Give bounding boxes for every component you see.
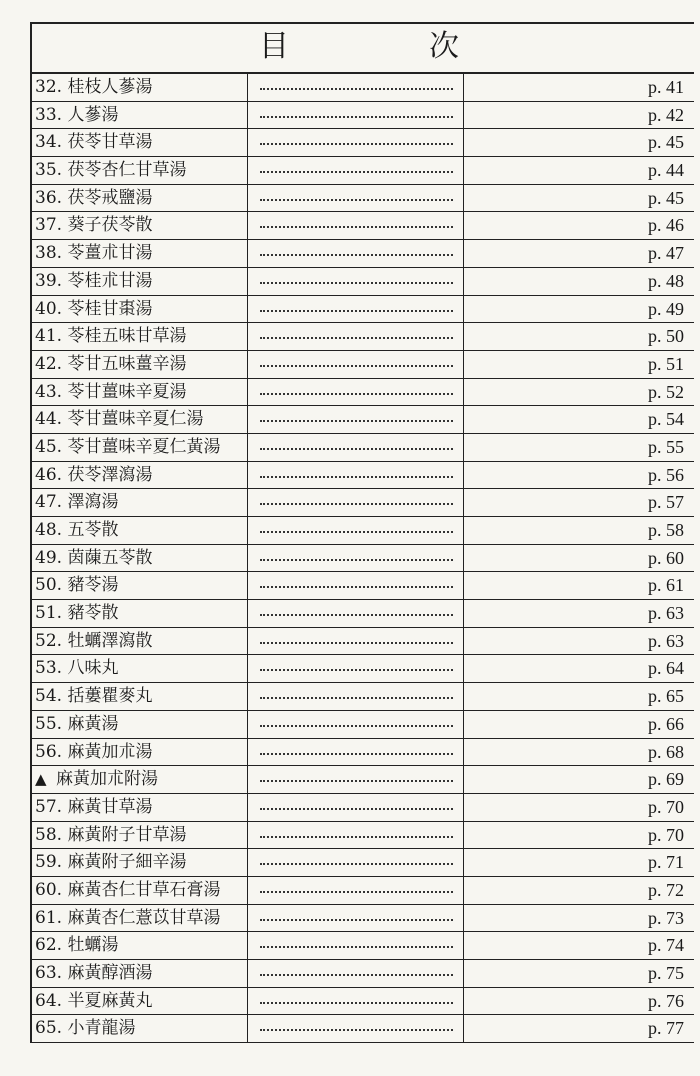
toc-entry-title: 麻黃附子細辛湯 [67,852,187,873]
toc-entry-title: 苓桂甘棗湯 [67,298,153,319]
dot-leader-cell [248,517,464,544]
dot-leader [260,669,453,671]
toc-entry-title: 茯苓甘草湯 [67,132,153,153]
dot-leader [260,365,453,367]
toc-entry-title: 苓桂五味甘草湯 [67,326,187,347]
toc-entry-number: 57. [35,796,63,817]
toc-entry-number: 65. [35,1018,63,1039]
toc-entry-cell [32,572,248,599]
dot-leader-cell [248,683,464,710]
toc-page-number: p. 51 [648,353,684,374]
toc-entry-number: 48. [35,520,63,540]
toc-entry-number: 60. [35,879,63,900]
toc-entry-number: 61. [35,907,63,928]
toc-page-number: p. 56 [648,464,684,485]
dot-leader [260,1029,453,1031]
toc-entry-cell [32,102,248,129]
toc-row [32,323,694,351]
toc-entry-cell [32,1015,248,1042]
dot-leader-cell [248,794,464,821]
dot-leader-cell [248,406,464,433]
dot-leader-cell [248,960,464,987]
dot-leader [260,1002,453,1004]
toc-header [32,24,694,74]
dot-leader [260,116,453,118]
toc-page-number: p. 66 [648,713,684,734]
toc-entry-number: 50. [35,575,63,596]
toc-row [32,849,694,877]
toc-page-number: p. 52 [648,381,684,402]
toc-entry-cell [32,822,248,849]
toc-entry-cell [32,766,248,793]
toc-entry-cell [32,268,248,295]
toc-row [32,102,694,130]
toc-entry-title: 豬苓散 [67,603,119,624]
toc-entry-cell [32,434,248,461]
toc-entry-cell [32,489,248,516]
toc-row [32,74,694,102]
toc-entry-cell [32,296,248,323]
toc-entry-cell [32,932,248,959]
dot-leader [260,337,453,339]
toc-entry-number: 64. [35,990,63,1011]
toc-page-number: p. 47 [648,243,684,264]
toc-row [32,434,694,462]
toc-entry-title: 麻黃附子甘草湯 [67,824,187,845]
dot-leader-cell [248,185,464,212]
dot-leader-cell [248,102,464,129]
dot-leader-cell [248,268,464,295]
toc-entry-number: 41. [35,326,63,347]
toc-page-number: p. 61 [648,575,684,596]
toc-page-number: p. 74 [648,935,684,956]
toc-entry-number: 42. [35,353,63,374]
toc-entry-title: 麻黃加朮附湯 [55,769,158,790]
dot-leader-cell [248,655,464,682]
dot-leader-cell [248,905,464,932]
toc-entry-title: 澤瀉湯 [67,492,119,513]
dot-leader-cell [248,877,464,904]
dot-leader-cell [248,988,464,1015]
toc-entry-number: 35. [35,160,63,181]
toc-row [32,600,694,628]
toc-page-number: p. 73 [648,907,684,928]
toc-row [32,988,694,1016]
toc-entry-number: 53. [35,658,63,679]
dot-leader [260,974,453,976]
toc-page-number: p. 76 [648,990,684,1011]
toc-entry-number: 56. [35,741,63,762]
dot-leader-cell [248,766,464,793]
toc-entry-cell [32,379,248,406]
toc-page-number: p. 42 [648,104,684,125]
toc-entry-number: 39. [35,270,63,291]
toc-entry-title: 苓甘薑味辛夏仁湯 [67,409,204,430]
toc-entry-number: 37. [35,215,63,236]
toc-row [32,766,694,794]
toc-entry-cell [32,185,248,212]
toc-entry-title: 麻黃湯 [67,713,119,734]
toc-page-number: p. 55 [648,436,684,457]
toc-row [32,655,694,683]
dot-leader [260,836,453,838]
dot-leader [260,143,453,145]
dot-leader [260,808,453,810]
toc-entry-number: 32. [35,77,63,97]
toc-entry-title: 麻黃杏仁薏苡甘草湯 [67,907,221,928]
toc-page-number: p. 58 [648,520,684,540]
toc-entry-title: 茯苓澤瀉湯 [67,464,153,485]
toc-entry-title: 豬苓湯 [67,575,119,596]
toc-page-number: p. 64 [648,658,684,679]
toc-page-number: p. 60 [648,547,684,568]
dot-leader [260,310,453,312]
dot-leader [260,614,453,616]
toc-page-number: p. 70 [648,796,684,817]
toc-entry-title: 括蔞瞿麥丸 [67,686,153,707]
toc-entry-number: 63. [35,963,63,983]
toc-page-number: p. 54 [648,409,684,430]
toc-entry-cell [32,739,248,766]
dot-leader-cell [248,572,464,599]
toc-row [32,157,694,185]
toc-entry-cell [32,212,248,239]
dot-leader-cell [248,849,464,876]
toc-entry-cell [32,849,248,876]
toc-page-number: p. 63 [648,630,684,651]
dot-leader-cell [248,74,464,101]
toc-row [32,739,694,767]
dot-leader-cell [248,739,464,766]
toc-entry-cell [32,157,248,184]
toc-rows [32,74,694,1043]
toc-entry-number: 62. [35,935,63,956]
toc-page-number: p. 44 [648,160,684,181]
toc-row [32,711,694,739]
toc-entry-number: 54. [35,686,63,707]
toc-entry-number: 58. [35,824,63,845]
dot-leader-cell [248,379,464,406]
dot-leader-cell [248,240,464,267]
toc-entry-title: 茯苓杏仁甘草湯 [67,160,187,181]
dot-leader [260,753,453,755]
dot-leader [260,420,453,422]
dot-leader [260,226,453,228]
dot-leader-cell [248,129,464,156]
toc-entry-title: 茯苓戒鹽湯 [67,187,153,208]
dot-leader [260,503,453,505]
dot-leader-cell [248,1015,464,1042]
toc-row [32,960,694,988]
toc-entry-number: 44. [35,409,63,430]
toc-page-number: p. 49 [648,298,684,319]
toc-row [32,351,694,379]
dot-leader [260,891,453,893]
dot-leader [260,88,453,90]
toc-entry-cell [32,628,248,655]
toc-entry-title: 牡蠣湯 [67,935,119,956]
toc-entry-title: 麻黃杏仁甘草石膏湯 [67,879,221,900]
toc-entry-number: 38. [35,243,63,264]
toc-row [32,932,694,960]
toc-row [32,683,694,711]
toc-entry-number: 59. [35,852,63,873]
toc-row [32,877,694,905]
toc-entry-number: 36. [35,187,63,208]
toc-entry-cell [32,960,248,987]
toc-page-number: p. 72 [648,879,684,900]
dot-leader [260,199,453,201]
dot-leader-cell [248,711,464,738]
toc-entry-number: 45. [35,436,63,457]
toc-entry-title: 半夏麻黃丸 [67,990,153,1011]
dot-leader [260,642,453,644]
toc-entry-cell [32,406,248,433]
toc-page-number: p. 77 [648,1018,684,1039]
toc-page-number: p. 50 [648,326,684,347]
toc-row [32,794,694,822]
toc-row [32,545,694,573]
toc-entry-number: 47. [35,492,63,513]
toc-row [32,517,694,545]
toc-row [32,628,694,656]
toc-entry-cell [32,877,248,904]
dot-leader-cell [248,822,464,849]
dot-leader-cell [248,932,464,959]
toc-entry-number: 52. [35,630,63,651]
dot-leader [260,697,453,699]
toc-row [32,489,694,517]
toc-table [30,22,694,1043]
dot-leader [260,254,453,256]
toc-entry-title: 麻黃甘草湯 [67,796,153,817]
toc-entry-title: 麻黃醇酒湯 [67,963,153,983]
toc-page-number: p. 45 [648,187,684,208]
toc-page-number: p. 69 [648,769,684,790]
dot-leader [260,780,453,782]
toc-page-number: p. 70 [648,824,684,845]
toc-row [32,296,694,324]
toc-entry-cell [32,600,248,627]
toc-entry-number: ▲ [35,770,47,789]
toc-entry-cell [32,462,248,489]
dot-leader [260,531,453,533]
dot-leader [260,559,453,561]
dot-leader-cell [248,462,464,489]
dot-leader [260,476,453,478]
toc-entry-cell [32,988,248,1015]
toc-entry-cell [32,794,248,821]
toc-row [32,905,694,933]
dot-leader-cell [248,323,464,350]
toc-page-number: p. 65 [648,686,684,707]
toc-entry-title: 牡蠣澤瀉散 [67,630,153,651]
toc-title-char-1: 目 [259,29,289,64]
toc-row [32,572,694,600]
toc-entry-title: 茵蔯五苓散 [67,547,153,568]
toc-entry-number: 55. [35,713,63,734]
toc-row [32,462,694,490]
toc-row [32,406,694,434]
toc-page-number: p. 45 [648,132,684,153]
toc-row [32,822,694,850]
toc-entry-title: 苓桂朮甘湯 [67,270,153,291]
toc-page-number: p. 46 [648,215,684,236]
toc-entry-cell [32,351,248,378]
toc-page-number: p. 68 [648,741,684,762]
toc-entry-cell [32,711,248,738]
toc-title-char-2: 次 [429,29,459,64]
toc-entry-cell [32,74,248,101]
toc-row [32,212,694,240]
dot-leader [260,393,453,395]
dot-leader-cell [248,600,464,627]
dot-leader-cell [248,434,464,461]
dot-leader [260,725,453,727]
toc-entry-number: 40. [35,298,63,319]
toc-page-number: p. 41 [648,77,684,97]
toc-entry-number: 46. [35,464,63,485]
dot-leader-cell [248,545,464,572]
toc-entry-number: 34. [35,132,63,153]
toc-page-number: p. 48 [648,270,684,291]
toc-entry-title: 苓薑朮甘湯 [67,243,153,264]
dot-leader [260,863,453,865]
toc-row [32,185,694,213]
toc-row [32,240,694,268]
toc-entry-title: 葵子茯苓散 [67,215,153,236]
toc-entry-cell [32,323,248,350]
toc-entry-cell [32,240,248,267]
dot-leader-cell [248,351,464,378]
toc-row [32,129,694,157]
toc-entry-number: 43. [35,381,63,402]
toc-entry-cell [32,129,248,156]
toc-page-number: p. 57 [648,492,684,513]
dot-leader [260,946,453,948]
toc-page-number: p. 75 [648,963,684,983]
toc-entry-title: 小青龍湯 [67,1018,136,1039]
toc-entry-title: 八味丸 [67,658,119,679]
dot-leader-cell [248,212,464,239]
toc-entry-title: 人蔘湯 [67,104,119,125]
toc-entry-cell [32,905,248,932]
dot-leader [260,448,453,450]
toc-entry-number: 51. [35,603,63,624]
toc-entry-cell [32,545,248,572]
dot-leader-cell [248,628,464,655]
toc-entry-number: 49. [35,547,63,568]
toc-entry-cell [32,683,248,710]
dot-leader-cell [248,489,464,516]
toc-entry-number: 33. [35,104,63,125]
toc-entry-title: 桂枝人蔘湯 [67,77,153,97]
dot-leader [260,586,453,588]
toc-page-number: p. 71 [648,852,684,873]
dot-leader [260,282,453,284]
toc-entry-title: 苓甘薑味辛夏湯 [67,381,187,402]
dot-leader-cell [248,157,464,184]
toc-entry-title: 麻黃加朮湯 [67,741,153,762]
toc-row [32,379,694,407]
dot-leader [260,171,453,173]
toc-page-number: p. 63 [648,603,684,624]
toc-row [32,1015,694,1043]
toc-entry-cell [32,655,248,682]
dot-leader [260,919,453,921]
toc-entry-title: 苓甘五味薑辛湯 [67,353,187,374]
toc-entry-title: 苓甘薑味辛夏仁黃湯 [67,436,221,457]
toc-entry-cell [32,517,248,544]
toc-row [32,268,694,296]
toc-entry-title: 五苓散 [67,520,119,540]
dot-leader-cell [248,296,464,323]
